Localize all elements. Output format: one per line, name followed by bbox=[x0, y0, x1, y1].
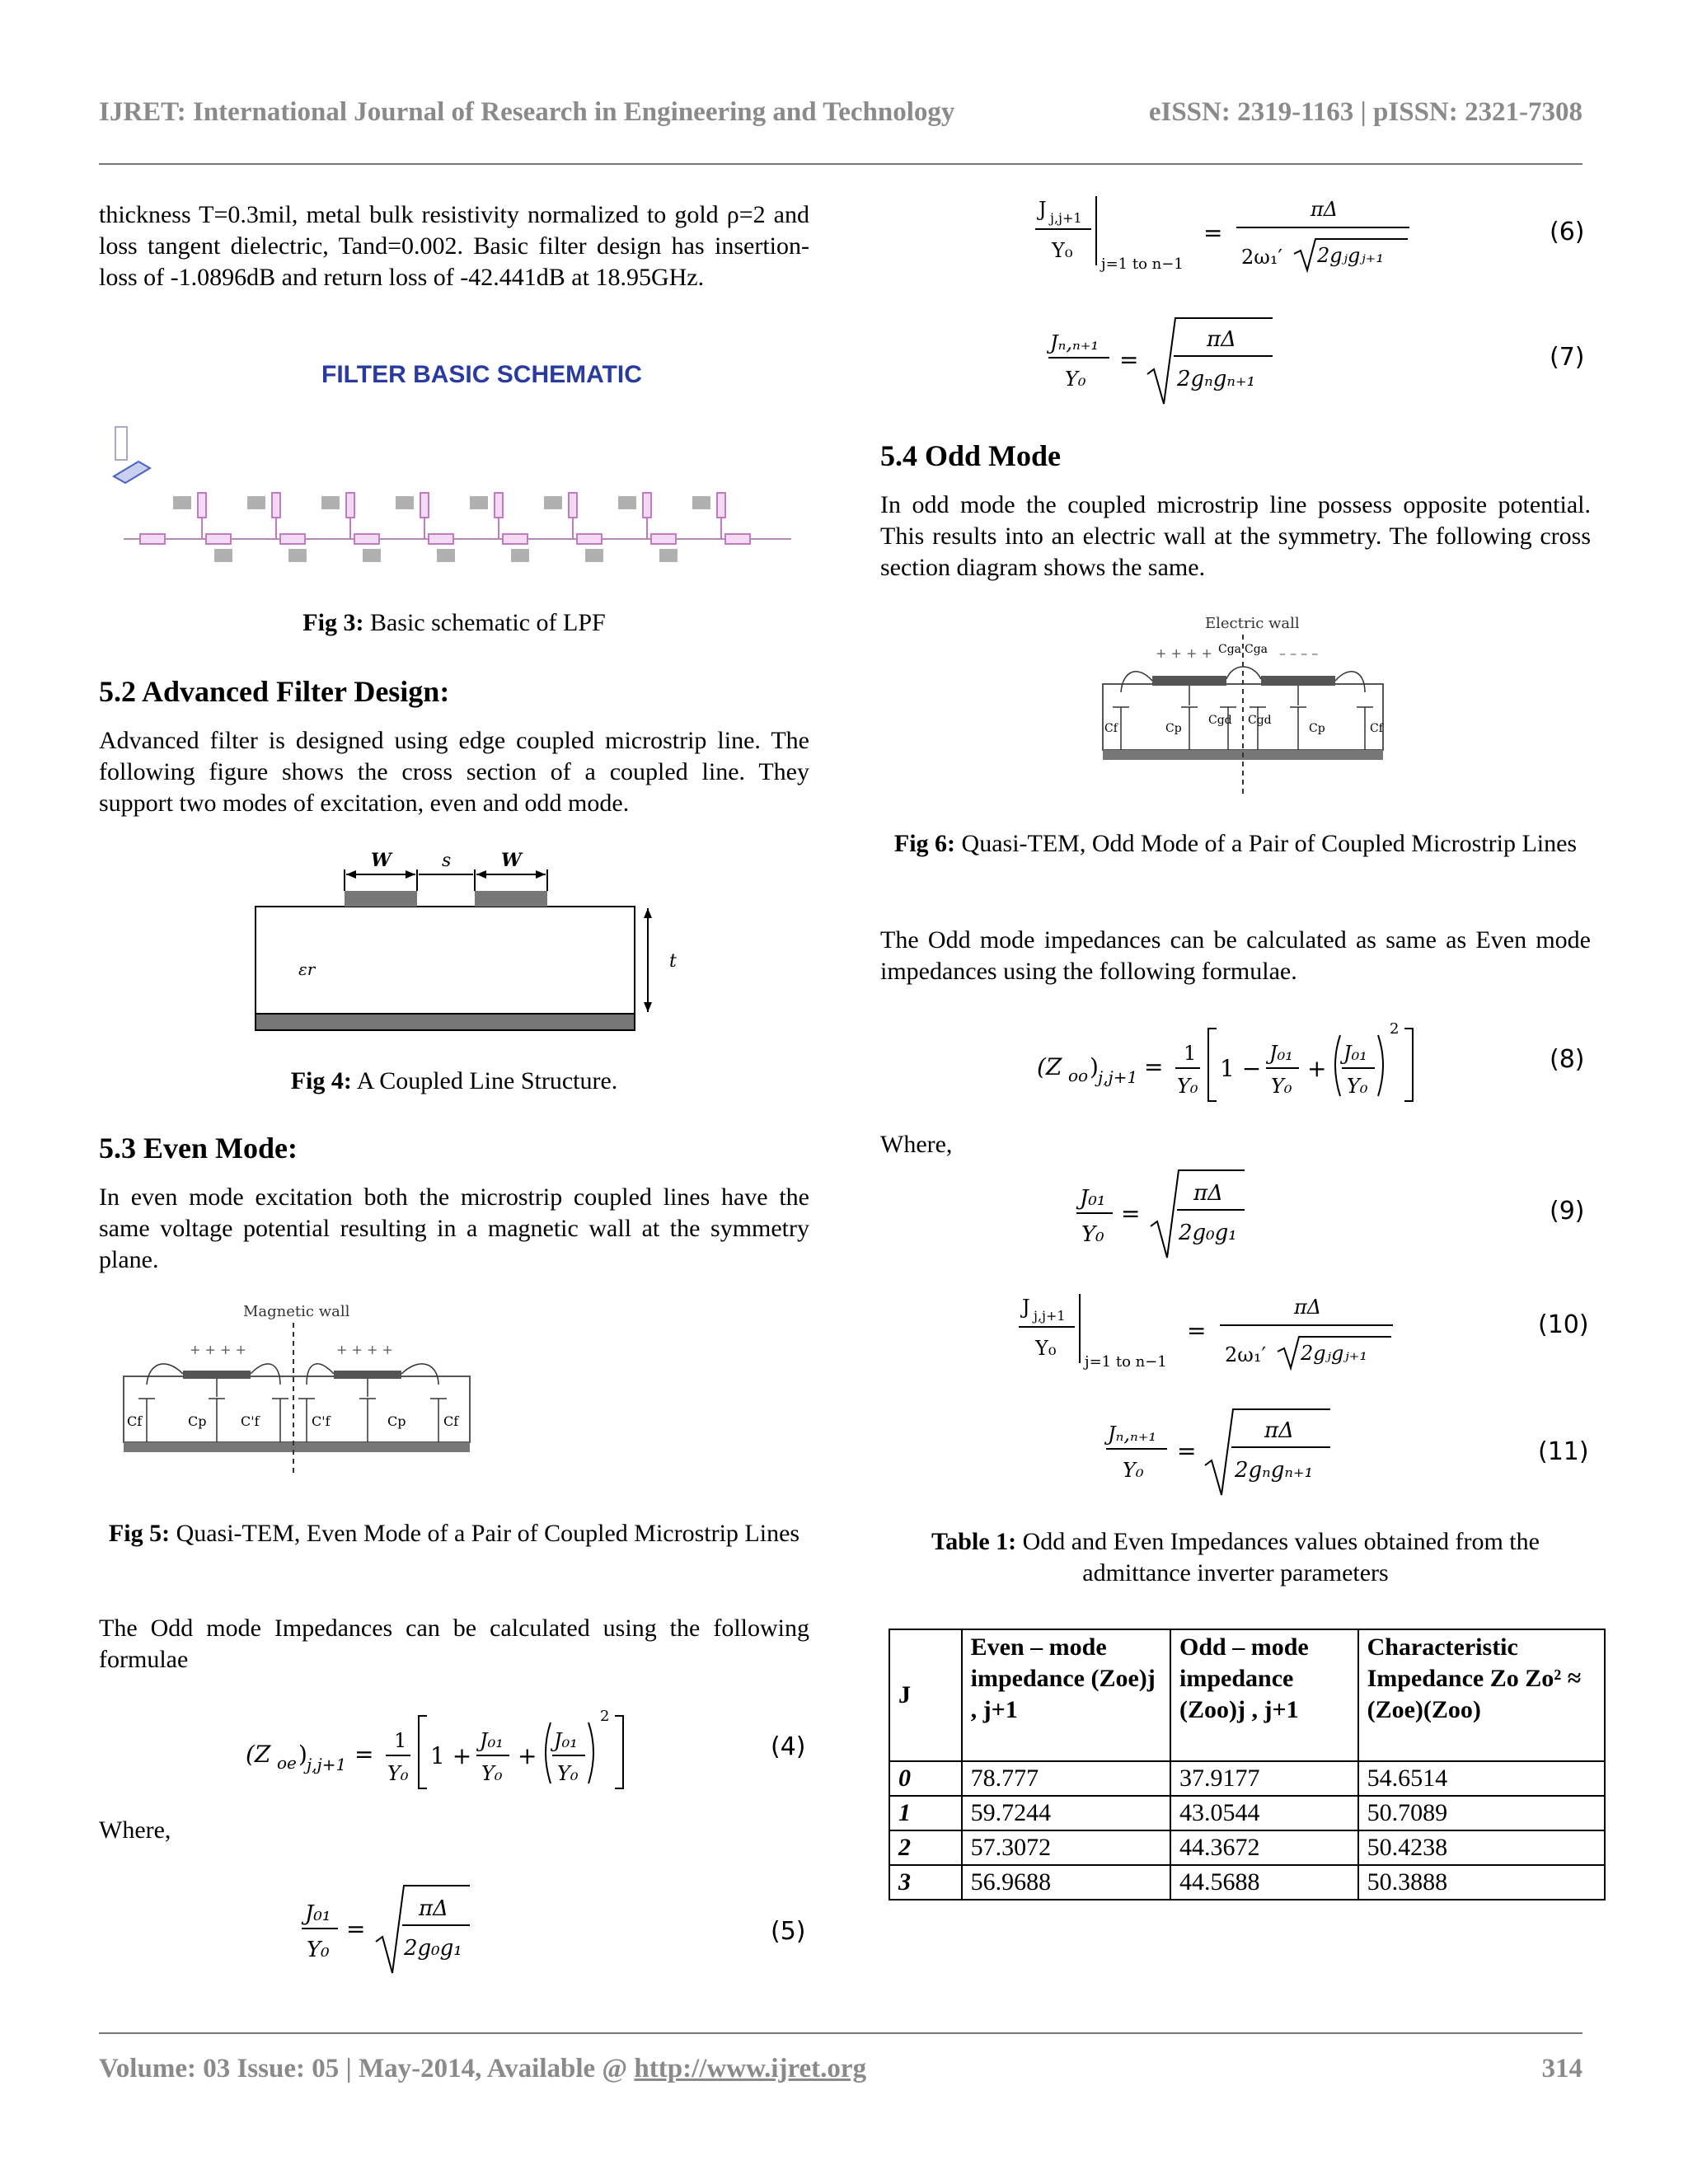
svg-text:=: = bbox=[1177, 1437, 1197, 1465]
cell-even: 56.9688 bbox=[962, 1865, 1170, 1900]
svg-text:): ) bbox=[1090, 1053, 1099, 1080]
equation-7 bbox=[1043, 310, 1291, 409]
svg-text:2gₙgₙ₊₁: 2gₙgₙ₊₁ bbox=[1177, 367, 1256, 391]
cap-label-1: Cf bbox=[127, 1413, 143, 1429]
svg-text:Jₙ,ₙ₊₁: Jₙ,ₙ₊₁ bbox=[1108, 1422, 1156, 1446]
header-rule bbox=[99, 163, 1582, 165]
journal-title: IJRET: International Journal of Research in Engineering and Technology bbox=[99, 97, 955, 127]
impedance-table bbox=[889, 1629, 1606, 1900]
svg-text:=: = bbox=[1203, 219, 1223, 246]
svg-text:Y₀: Y₀ bbox=[1123, 1459, 1144, 1482]
svg-text:+: + bbox=[518, 1742, 537, 1769]
table-row bbox=[889, 1830, 1605, 1865]
svg-text:πΔ: πΔ bbox=[1311, 198, 1339, 221]
equation-4 bbox=[239, 1698, 668, 1797]
header-odd: Odd – mode impedance (Zoo)j , j+1 bbox=[1170, 1629, 1358, 1761]
minus-odd: – – – – bbox=[1279, 645, 1319, 661]
header-j: J bbox=[889, 1629, 962, 1761]
cap-label-3: C'f bbox=[241, 1413, 260, 1429]
cap-label-6: Cf bbox=[443, 1413, 459, 1429]
odd-cap-1: Cf bbox=[1104, 722, 1118, 735]
svg-text:J₀₁: J₀₁ bbox=[554, 1729, 578, 1752]
svg-text:(Z: (Z bbox=[246, 1741, 271, 1768]
svg-text:Y₀: Y₀ bbox=[1347, 1075, 1368, 1098]
svg-text:πΔ: πΔ bbox=[1264, 1418, 1294, 1443]
cell-char: 50.7089 bbox=[1358, 1796, 1605, 1830]
svg-text:(Z: (Z bbox=[1037, 1053, 1062, 1080]
svg-text:2gₙgₙ₊₁: 2gₙgₙ₊₁ bbox=[1235, 1458, 1314, 1483]
svg-text:Y₀: Y₀ bbox=[1052, 239, 1073, 262]
svg-text:j=1 to n−1: j=1 to n−1 bbox=[1101, 255, 1184, 273]
table-row bbox=[889, 1865, 1605, 1900]
cap-label-5: Cp bbox=[387, 1413, 406, 1429]
svg-text:2g₀g₁: 2g₀g₁ bbox=[404, 1936, 462, 1961]
svg-text:J₀₁: J₀₁ bbox=[480, 1729, 504, 1752]
svg-text:oe: oe bbox=[277, 1753, 297, 1773]
section-5-4-heading: 5.4 Odd Mode bbox=[880, 439, 1062, 472]
cell-char: 50.3888 bbox=[1358, 1865, 1605, 1900]
page-number: 314 bbox=[1541, 2054, 1582, 2083]
eq9-number: (9) bbox=[1550, 1197, 1585, 1226]
odd-cap-3: Cgd bbox=[1208, 714, 1232, 727]
plus-left: + + + + bbox=[190, 1342, 246, 1357]
svg-text:J₀₁: J₀₁ bbox=[1080, 1186, 1106, 1211]
svg-text:): ) bbox=[298, 1741, 307, 1768]
svg-text:1: 1 bbox=[394, 1729, 407, 1752]
equation-8 bbox=[1030, 1012, 1442, 1111]
odd-calc-paragraph: The Odd mode Impedances can be calculated using the following formulae bbox=[99, 1615, 809, 1673]
cga-left: Cga bbox=[1218, 643, 1242, 656]
cga-right: Cga bbox=[1245, 643, 1268, 656]
intro-paragraph: thickness T=0.3mil, metal bulk resistivity normalized to gold ρ=2 and loss tangent dielectric, Tand=0.002. Basic filter design has insertion-loss of -1.0896dB and return loss of -42.441dB at 18.95GHz. bbox=[99, 201, 809, 291]
cap-label-2: Cp bbox=[188, 1413, 207, 1429]
t-label: t bbox=[669, 951, 677, 972]
magnetic-wall-label: Magnetic wall bbox=[243, 1303, 350, 1320]
equation-11 bbox=[1101, 1401, 1348, 1500]
equation-10 bbox=[1014, 1284, 1409, 1383]
svg-text:j,j+1: j,j+1 bbox=[1050, 210, 1082, 226]
svg-text:+: + bbox=[1307, 1055, 1327, 1082]
svg-text:J: J bbox=[1022, 1296, 1030, 1319]
cell-odd: 44.5688 bbox=[1170, 1865, 1358, 1900]
svg-text:πΔ: πΔ bbox=[1294, 1296, 1322, 1319]
cell-j: 1 bbox=[889, 1796, 962, 1830]
svg-text:oo: oo bbox=[1068, 1066, 1089, 1085]
coupled-line-diagram bbox=[247, 845, 692, 1043]
svg-text:J: J bbox=[1039, 198, 1047, 221]
fig3-caption: Fig 3: Basic schematic of LPF bbox=[302, 609, 606, 636]
svg-text:=: = bbox=[1187, 1317, 1207, 1344]
cell-odd: 43.0544 bbox=[1170, 1796, 1358, 1830]
footer-volume: Volume: 03 Issue: 05 | May-2014, Available @ http://www.ijret.org bbox=[99, 2054, 867, 2083]
svg-text:J₀₁: J₀₁ bbox=[1269, 1042, 1293, 1065]
svg-text:j,j+1: j,j+1 bbox=[1098, 1067, 1138, 1087]
svg-text:2gⱼgⱼ₊₁: 2gⱼgⱼ₊₁ bbox=[1301, 1342, 1367, 1365]
cell-even: 78.777 bbox=[962, 1761, 1170, 1796]
svg-text:Y₀: Y₀ bbox=[1177, 1075, 1198, 1098]
odd-cap-6: Cf bbox=[1370, 722, 1383, 735]
schematic-title: FILTER BASIC SCHEMATIC bbox=[321, 361, 642, 388]
odd-cap-4: Cgd bbox=[1248, 714, 1272, 727]
equation-5 bbox=[297, 1876, 495, 1983]
cell-j: 3 bbox=[889, 1865, 962, 1900]
svg-text:=: = bbox=[1119, 346, 1139, 373]
section-5-4-paragraph: In odd mode the coupled microstrip line possess opposite potential. This results into an electric wall at the symmetry. The following cross section diagram shows the same. bbox=[880, 491, 1591, 581]
eq6-number: (6) bbox=[1550, 218, 1585, 246]
plus-odd: + + + + bbox=[1156, 645, 1212, 661]
fig4-caption: Fig 4: A Coupled Line Structure. bbox=[290, 1067, 618, 1094]
table-row bbox=[889, 1796, 1605, 1830]
odd-cap-2: Cp bbox=[1165, 722, 1182, 735]
svg-text:Y₀: Y₀ bbox=[387, 1762, 409, 1785]
issn: eISSN: 2319-1163 | pISSN: 2321-7308 bbox=[1148, 97, 1582, 127]
er-label: εr bbox=[298, 959, 316, 979]
eq11-number: (11) bbox=[1538, 1437, 1589, 1466]
where-1: Where, bbox=[99, 1816, 171, 1844]
svg-text:1: 1 bbox=[1184, 1042, 1197, 1065]
cell-j: 0 bbox=[889, 1761, 962, 1796]
cap-label-4: C'f bbox=[312, 1413, 331, 1429]
svg-text:πΔ: πΔ bbox=[419, 1896, 448, 1921]
table-row bbox=[889, 1761, 1605, 1796]
svg-text:=: = bbox=[1144, 1053, 1164, 1080]
svg-text:2g₀g₁: 2g₀g₁ bbox=[1179, 1221, 1237, 1245]
eq4-number: (4) bbox=[771, 1732, 806, 1761]
svg-text:=: = bbox=[354, 1741, 374, 1768]
svg-text:j,j+1: j,j+1 bbox=[1034, 1308, 1066, 1324]
svg-text:Y₀: Y₀ bbox=[1065, 368, 1086, 391]
eq5-number: (5) bbox=[771, 1917, 806, 1946]
section-5-3-heading: 5.3 Even Mode: bbox=[99, 1132, 298, 1165]
fig6-caption: Fig 6: Quasi-TEM, Odd Mode of a Pair of Coupled Microstrip Lines bbox=[893, 830, 1578, 857]
footer-rule bbox=[99, 2032, 1582, 2034]
svg-text:Y₀: Y₀ bbox=[557, 1762, 579, 1785]
svg-text:Y₀: Y₀ bbox=[307, 1938, 330, 1962]
electric-wall-label: Electric wall bbox=[1205, 615, 1300, 632]
section-5-3-paragraph: In even mode excitation both the microstrip coupled lines have the same voltage potential resulting in a magnetic wall at the symmetry plane. bbox=[99, 1183, 809, 1273]
header-even: Even – mode impedance (Zoe)j , j+1 bbox=[962, 1629, 1170, 1761]
plus-right: + + + + bbox=[336, 1342, 393, 1357]
eq7-number: (7) bbox=[1550, 343, 1585, 372]
cell-char: 50.4238 bbox=[1358, 1830, 1605, 1865]
section-5-2-paragraph: Advanced filter is designed using edge coupled microstrip line. The following figure shows the cross section of a coupled line. They support two modes of excitation, even and odd mode. bbox=[99, 727, 809, 817]
cell-even: 57.3072 bbox=[962, 1830, 1170, 1865]
svg-text:=: = bbox=[1121, 1200, 1141, 1227]
svg-text:2: 2 bbox=[600, 1708, 610, 1725]
odd-mode-diagram bbox=[1096, 610, 1393, 799]
equation-9 bbox=[1071, 1160, 1269, 1268]
svg-text:j,j+1: j,j+1 bbox=[307, 1755, 347, 1774]
svg-text:Y₀: Y₀ bbox=[1271, 1075, 1292, 1098]
w-label-1: W bbox=[371, 850, 392, 871]
cell-odd: 44.3672 bbox=[1170, 1830, 1358, 1865]
lpf-schematic bbox=[107, 420, 808, 577]
svg-text:J₀₁: J₀₁ bbox=[305, 1901, 331, 1926]
svg-text:Y₀: Y₀ bbox=[1035, 1337, 1057, 1360]
svg-text:πΔ: πΔ bbox=[1207, 327, 1236, 352]
even-mode-diagram bbox=[115, 1298, 478, 1479]
svg-text:2: 2 bbox=[1390, 1020, 1400, 1038]
cell-even: 59.7244 bbox=[962, 1796, 1170, 1830]
header-char: Characteristic Impedance Zo Zo² ≈ (Zoe)(Zoo) bbox=[1358, 1629, 1605, 1761]
cell-char: 54.6514 bbox=[1358, 1761, 1605, 1796]
svg-text:Y₀: Y₀ bbox=[481, 1762, 503, 1785]
svg-text:Jₙ,ₙ₊₁: Jₙ,ₙ₊₁ bbox=[1050, 331, 1099, 354]
svg-text:2ω₁′: 2ω₁′ bbox=[1241, 246, 1282, 269]
eq10-number: (10) bbox=[1538, 1310, 1589, 1339]
svg-text:=: = bbox=[346, 1915, 366, 1943]
svg-text:2ω₁′: 2ω₁′ bbox=[1225, 1343, 1266, 1366]
s-label: s bbox=[442, 851, 452, 871]
cell-j: 2 bbox=[889, 1830, 962, 1865]
odd-impedance-paragraph: The Odd mode impedances can be calculated as same as Even mode impedances using the following formulae. bbox=[880, 926, 1591, 985]
svg-text:2gⱼgⱼ₊₁: 2gⱼgⱼ₊₁ bbox=[1317, 244, 1384, 267]
table-1-caption: Table 1: Odd and Even Impedances values obtained from the admittance inverter parameters bbox=[931, 1528, 1540, 1586]
equation-6 bbox=[1030, 186, 1426, 285]
svg-text:πΔ: πΔ bbox=[1193, 1181, 1223, 1206]
svg-text:1 −: 1 − bbox=[1220, 1055, 1262, 1082]
table-header-row bbox=[889, 1629, 1605, 1761]
section-5-2-heading: 5.2 Advanced Filter Design: bbox=[99, 675, 450, 708]
fig5-caption: Fig 5: Quasi-TEM, Even Mode of a Pair of Coupled Microstrip Lines bbox=[108, 1520, 800, 1547]
svg-text:j=1 to n−1: j=1 to n−1 bbox=[1085, 1353, 1167, 1371]
eq8-number: (8) bbox=[1550, 1045, 1585, 1074]
where-2: Where, bbox=[880, 1131, 953, 1158]
cell-odd: 37.9177 bbox=[1170, 1761, 1358, 1796]
journal-link[interactable]: http://www.ijret.org bbox=[634, 2054, 867, 2083]
svg-text:J₀₁: J₀₁ bbox=[1343, 1042, 1367, 1065]
svg-text:Y₀: Y₀ bbox=[1081, 1222, 1104, 1247]
svg-text:1 +: 1 + bbox=[430, 1742, 472, 1769]
w-label-2: W bbox=[501, 850, 522, 871]
odd-cap-5: Cp bbox=[1309, 722, 1325, 735]
